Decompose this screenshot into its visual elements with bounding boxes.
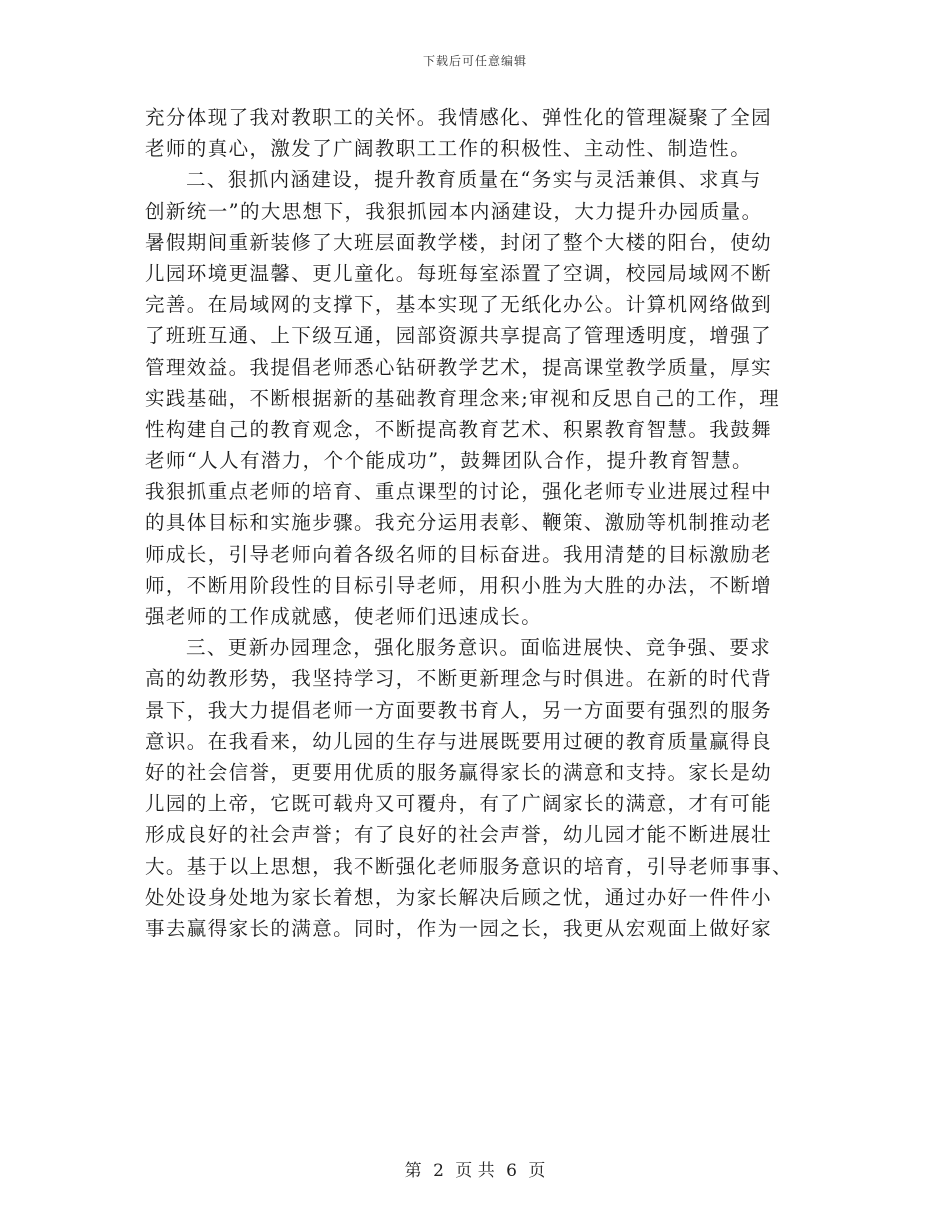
text-line: 景下，我大力提倡老师一方面要教书育人，另一方面要有强烈的服务: [145, 698, 773, 722]
text-line: 创新统一”的大思想下，我狠抓园本内涵建设，大力提升办园质量。: [145, 199, 763, 223]
footer-prefix: 第: [404, 1161, 422, 1181]
text-line: 老师的真心，激发了广阔教职工工作的积极性、主动性、制造性。: [145, 137, 752, 161]
text-line: 了班班互通、上下级互通，园部资源共享提高了管理透明度，增强了: [145, 324, 773, 348]
text-line: 管理效益。我提倡老师悉心钻研教学艺术，提高课堂教学质量，厚实: [145, 355, 773, 379]
text-line: 的具体目标和实施步骤。我充分运用表彰、鞭策、激励等机制推动老: [145, 511, 773, 535]
footer-middle: 页 共: [455, 1161, 495, 1181]
footer-suffix: 页: [528, 1161, 546, 1181]
text-line: 儿园的上帝，它既可载舟又可覆舟，有了广阔家长的满意，才有可能: [145, 792, 773, 816]
text-line: 儿园环境更温馨、更儿童化。每班每室添置了空调，校园局域网不断: [145, 261, 773, 285]
text-line: 完善。在局域网的支撑下，基本实现了无纸化办公。计算机网络做到: [145, 293, 773, 317]
text-line: 二、狠抓内涵建设，提升教育质量在“务实与灵活兼俱、求真与: [186, 168, 762, 192]
text-line: 大。基于以上思想，我不断强化老师服务意识的培育，引导老师事事、: [145, 854, 793, 878]
page-header: [0, 52, 950, 69]
footer-total-pages: 6: [506, 1161, 517, 1181]
text-line: 高的幼教形势，我坚持学习，不断更新理念与时俱进。在新的时代背: [145, 667, 773, 691]
text-line: 充分体现了我对教职工的关怀。我情感化、弹性化的管理凝聚了全园: [145, 106, 773, 129]
text-line: 事去赢得家长的满意。同时，作为一园之长，我更从宏观面上做好家: [145, 916, 773, 940]
footer-current-page: 2: [433, 1161, 444, 1181]
text-line: 强老师的工作成就感，使老师们迅速成长。: [145, 605, 543, 628]
text-line: 老师“人人有潜力，个个能成功”，鼓舞团队合作，提升教育智慧。: [145, 449, 753, 473]
text-line: 意识。在我看来，幼儿园的生存与进展既要用过硬的教育质量赢得良: [145, 729, 773, 753]
header-text: 下载后可任意编辑: [422, 54, 527, 68]
text-line: 好的社会信誉，更要用优质的服务赢得家长的满意和支持。家长是幼: [145, 760, 773, 784]
text-line: 处处设身处地为家长着想，为家长解决后顾之忧，通过办好一件件小: [145, 885, 773, 909]
text-line: 我狠抓重点老师的培育、重点课型的讨论，强化老师专业进展过程中: [145, 480, 773, 504]
text-line: 形成良好的社会声誉；有了良好的社会声誉，幼儿园才能不断进展壮: [145, 823, 773, 847]
document-body: [145, 102, 805, 944]
text-line: 三、更新办园理念，强化服务意识。面临进展快、竞争强、要求: [186, 636, 772, 660]
page-footer: [0, 1156, 950, 1181]
text-line: 师，不断用阶段性的目标引导老师，用积小胜为大胜的办法，不断增: [145, 573, 773, 597]
text-line: 性构建自己的教育观念，不断提高教育艺术、积累教育智慧。我鼓舞: [145, 417, 773, 441]
text-line: 师成长，引导老师向着各级名师的目标奋进。我用清楚的目标激励老: [145, 542, 773, 566]
text-line: 暑假期间重新装修了大班层面教学楼，封闭了整个大楼的阳台，使幼: [145, 230, 773, 254]
text-line: 实践基础，不断根据新的基础教育理念来;审视和反思自己的工作，理: [145, 386, 780, 410]
